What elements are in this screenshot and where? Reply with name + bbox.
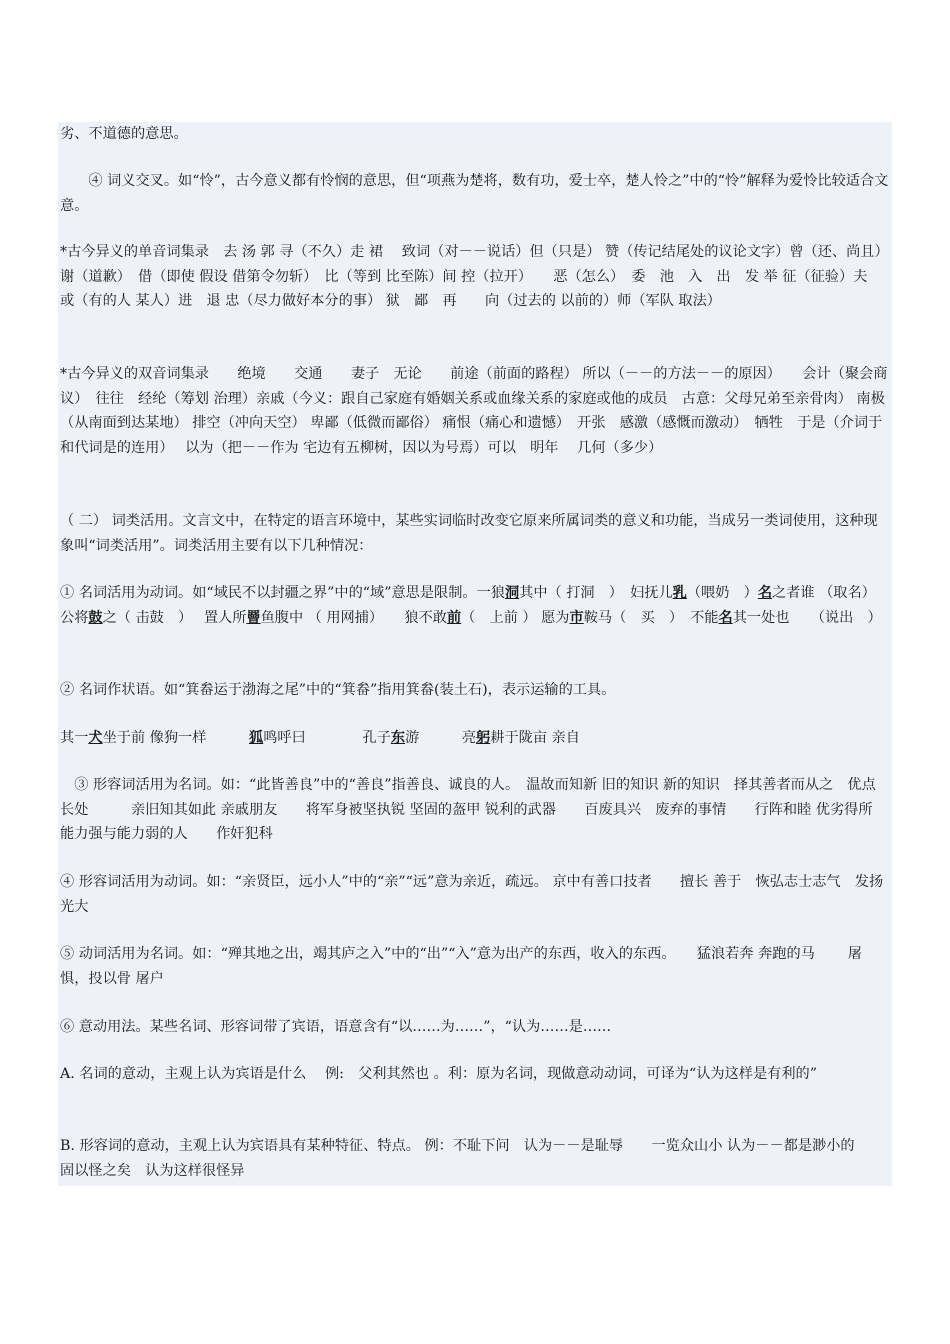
text-run: 之者谁 （取名） 公将	[60, 585, 898, 626]
text-run: 耕于陇亩 亲自	[490, 730, 580, 746]
text-run: *古今异义的单音词集录 去 汤 郭 寻（不久）走 裙 致词（对－－说话）但（只是） 赞（传记结尾处的议论文字）曾（还、尚且）谢（道歉） 借（即使 假设 借第令勿斩） 比（等到 比至陈）间 控（拉开） 恶（怎么） 委 池 入 出 发 举 征（征验）夫 或（有的人 某人）进 退 忠（尽力做好本分的事） 狱 鄙 再 向（过去的 以前的）师（军队 取法）	[60, 244, 889, 309]
text-run: *古今异义的双音词集录 绝境 交通 妻子 无论 前途（前面的路程） 所以（－－的方法－－的原因） 会计（聚会商议） 往往 经纶（筹划 治理）亲戚（今义：跟自己家庭有婚姻关系或血缘关系的家庭或他的成员 古意：父母兄弟至亲骨肉） 南极（从南面到达某地） 排空（冲向天空） 卑鄙（低微而鄙俗） 痛恨（痛心和遗憾） 开张 感激（感慨而激动） 牺牲 于是（介词于和代词是的连用） 以为（把－－作为 宅边有五柳树，因以为号焉）可以 明年 几何（多少）	[60, 366, 888, 456]
paragraph-10	[60, 870, 890, 919]
paragraph-7	[60, 678, 890, 703]
paragraph-11	[60, 942, 890, 991]
text-run: 鱼腹中 （ 用网捕） 狼不敢	[260, 609, 447, 626]
text-run: 其一处也 （说出 ）	[732, 609, 882, 626]
text-run: 之（ 击鼓 ） 置人所	[102, 609, 247, 626]
text-run: 坐于前 像狗一样	[102, 730, 249, 746]
emphasized-word: 躬	[476, 730, 491, 746]
text-run: （喂奶 ）	[686, 585, 758, 601]
paragraph-4	[60, 362, 890, 460]
emphasized-word: 鼓	[88, 609, 103, 626]
paragraph-14	[60, 1134, 898, 1183]
text-run: ④ 形容词活用为动词。如：“亲贤臣，远小人”中的“亲”“远”意为亲近，疏远。 京中有善口技者 擅长 善于 恢弘志士志气 发扬光大	[60, 874, 884, 915]
emphasized-word: 狐	[248, 730, 264, 746]
emphasized-word: 名	[718, 609, 733, 626]
paragraph-5	[60, 509, 890, 558]
text-run: ① 名词活用为动词。如“域民不以封疆之界”中的“域”意思是限制。一狼	[60, 585, 505, 601]
paragraph-12	[60, 1015, 890, 1040]
emphasized-word: 犬	[88, 730, 103, 746]
text-run: 鸣呼曰 孔子	[263, 730, 391, 746]
paragraph-1	[60, 122, 890, 147]
document-body	[58, 122, 898, 1186]
text-run: ⑤ 动词活用为名词。如：“殚其地之出，竭其庐之入”中的“出”“入”意为出产的东西，收入的东西。 猛浪若奔 奔跑的马 屠惧，投以骨 屠户	[60, 946, 862, 987]
emphasized-word: 罾	[246, 609, 261, 626]
emphasized-word: 名	[757, 585, 773, 601]
paragraph-6	[60, 581, 898, 630]
emphasized-word: 洞	[504, 585, 520, 601]
text-run: ② 名词作状语。如“箕畚运于渤海之尾”中的“箕畚”指用箕畚(装土石)，表示运输的工具。	[60, 682, 616, 698]
paragraph-8	[60, 726, 890, 751]
paragraph-13	[60, 1062, 890, 1087]
text-run: 其一	[60, 730, 89, 746]
text-run: ③ 形容词活用为名词。如：“此皆善良”中的“善良”指善良、诚良的人。 温故而知新 旧的知识 新的知识 择其善者而从之 优点 长处 亲旧知其如此 亲戚朋友 将军身被坚执锐 坚固的盔甲 锐利的武器 百废具兴 废弃的事情 行阵和睦 优劣得所 能力强与能力弱的人 作奸犯科	[60, 777, 892, 842]
text-run: （ 上前 ） 愿为	[461, 609, 570, 626]
text-run: B. 形容词的意动，主观上认为宾语具有某种特征、特点。 例：不耻下问 认为－－是耻辱 一览众山小 认为－－都是渺小的 固以怪之矣 认为这样很怪异	[60, 1138, 898, 1179]
text-run: （ 二） 词类活用。文言文中，在特定的语言环境中，某些实词临时改变它原来所属词类的意义和功能，当成另一类词使用，这种现象叫“词类活用”。词类活用主要有以下几种情况：	[60, 513, 878, 554]
paragraph-9	[60, 773, 890, 847]
emphasized-word: 东	[390, 730, 406, 746]
emphasized-word: 市	[569, 609, 584, 626]
text-run: A. 名词的意动，主观上认为宾语是什么 例: 父利其然也 。利：原为名词，现做意动动词，可译为“认为这样是有利的”	[60, 1066, 817, 1082]
text-run: ⑥ 意动用法。某些名词、形容词带了宾语，语意含有“以……为……”，“认为……是……	[60, 1019, 612, 1035]
text-run: 劣、不道德的意思。	[60, 126, 188, 142]
emphasized-word: 乳	[672, 585, 687, 601]
paragraph-3	[60, 240, 890, 314]
text-run: 游 亮	[405, 730, 477, 746]
text-run: 其中（ 打洞 ） 妇抚儿	[519, 585, 673, 601]
paragraph-2	[60, 169, 890, 218]
text-run: 鞍马（ 买 ） 不能	[583, 609, 719, 626]
text-run: ④ 词义交叉。如“怜”，古今意义都有怜悯的意思，但“项燕为楚将，数有功，爱士卒，楚人怜之”中的“怜”解释为爱怜比较适合文意。	[60, 173, 889, 214]
emphasized-word: 前	[446, 609, 462, 626]
